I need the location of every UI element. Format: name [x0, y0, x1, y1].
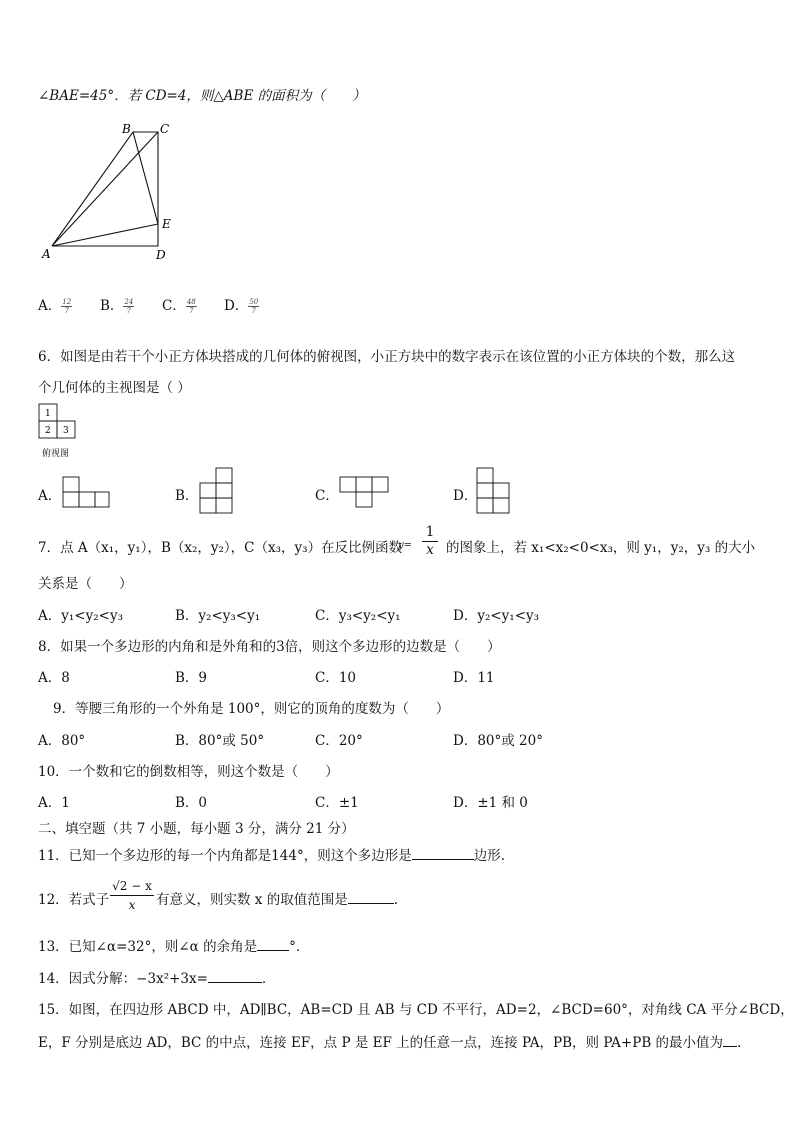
answer-blank[interactable] [723, 1034, 737, 1047]
q5-option-d[interactable]: D． $\frac{50}{7}$ [224, 298, 259, 315]
q5-option-c[interactable]: C． $\frac{48}{7}$ [162, 298, 196, 315]
q9-option-b[interactable]: B．80°或 50° [175, 733, 265, 749]
q12-stem-part1: 12．若式子 [38, 892, 110, 908]
q6-top-view [38, 403, 78, 439]
q13-stem: 13．已知∠α=32°，则∠α 的余角是 °． [38, 939, 310, 955]
q6-option-a-label[interactable]: A． [38, 488, 62, 504]
q10-option-d[interactable]: D．±1 和 0 [453, 795, 528, 811]
label-a: A [42, 247, 51, 261]
q6-option-c-figure[interactable] [339, 476, 391, 510]
q5-option-a[interactable]: A． $\frac{12}{7}$ [38, 298, 72, 315]
q7-stem-line2: 关系是（ ） [38, 576, 133, 592]
fraction: $\frac{24}{7}$ [124, 298, 134, 315]
q11-stem: 11．已知一个多边形的每一个内角都是144°，则这个多边形是 边形. [38, 848, 505, 864]
q12-fraction: √2 − x x [110, 877, 154, 914]
q9-option-c[interactable]: C．20° [315, 733, 363, 749]
grid-number: 3 [63, 426, 69, 436]
q9-option-d[interactable]: D．80°或 20° [453, 733, 543, 749]
q6-option-c-label[interactable]: C． [315, 488, 339, 504]
label-e: E [162, 217, 171, 231]
q8-option-a[interactable]: A．8 [38, 670, 70, 686]
q6-stem-line1: 6．如图是由若干个小正方体块搭成的几何体的俯视图，小正方块中的数字表示在该位置的小正方体块的个数，那么这 [38, 349, 736, 365]
q7-option-a[interactable]: A．y₁<y₂<y₃ [38, 608, 123, 624]
answer-blank[interactable] [348, 891, 394, 904]
fraction: $\frac{50}{7}$ [249, 298, 259, 315]
q7-func-y: y= [398, 540, 413, 551]
q6-option-b-label[interactable]: B． [175, 488, 199, 504]
q8-stem: 8．如果一个多边形的内角和是外角和的3倍，则这个多边形的边数是（ ） [38, 639, 501, 655]
q6-option-a-figure[interactable] [62, 476, 112, 510]
q15-stem-line1: 15．如图，在四边形 ABCD 中，AD∥BC，AB=CD 且 AB 与 CD 不平行，AD=2，∠BCD=60°，对角线 CA 平分∠BCD， [38, 1002, 794, 1018]
fraction: $\frac{48}{7}$ [186, 298, 196, 315]
section-heading: 二、填空题（共 7 小题，每小题 3 分，满分 21 分） [38, 821, 355, 837]
q5-stem: ∠BAE=45°．若 CD=4，则△ABE 的面积为（ ） [38, 88, 366, 104]
q7-stem-part2: 的图象上，若 x₁<x₂<0<x₃，则 y₁，y₂，y₃ 的大小 [446, 540, 756, 556]
q5-option-b[interactable]: B． $\frac{24}{7}$ [100, 298, 134, 315]
answer-blank[interactable] [257, 938, 289, 951]
q8-option-c[interactable]: C．10 [315, 670, 357, 686]
answer-blank[interactable] [412, 847, 474, 860]
q8-option-b[interactable]: B．9 [175, 670, 208, 686]
q14-stem: 14．因式分解：−3x²+3x= ． [38, 971, 276, 987]
q6-stem-line2: 个几何体的主视图是（ ） [38, 380, 191, 396]
q7-func-fraction: 1 x [422, 524, 438, 559]
q6-option-d-figure[interactable] [476, 467, 512, 517]
q7-option-c[interactable]: C．y₃<y₂<y₁ [315, 608, 401, 624]
q9-stem: 9．等腰三角形的一个外角是 100°，则它的顶角的度数为（ ） [53, 701, 450, 717]
q10-option-c[interactable]: C．±1 [315, 795, 359, 811]
q8-option-d[interactable]: D．11 [453, 670, 495, 686]
grid-number: 2 [45, 426, 51, 436]
q6-option-d-label[interactable]: D． [453, 488, 478, 504]
label-b: B [122, 122, 131, 136]
label-d: D [156, 248, 166, 262]
q10-option-a[interactable]: A．1 [38, 795, 70, 811]
q5-figure [40, 118, 190, 268]
q10-option-b[interactable]: B．0 [175, 795, 208, 811]
q15-stem-line2: E，F 分别是底边 AD，BC 的中点，连接 EF，点 P 是 EF 上的任意一点，连接 PA，PB，则 PA+PB 的最小值为 . [38, 1035, 742, 1051]
q10-stem: 10．一个数和它的倒数相等，则这个数是（ ） [38, 764, 339, 780]
label-c: C [160, 122, 170, 136]
q9-option-a[interactable]: A．80° [38, 733, 86, 749]
q6-option-b-figure[interactable] [199, 467, 235, 517]
fraction: $\frac{12}{7}$ [62, 298, 72, 315]
top-view-caption: 俯视图 [42, 449, 70, 459]
answer-blank[interactable] [208, 970, 262, 983]
q12-stem-part2: 有意义，则实数 x 的取值范围是 . [156, 892, 398, 908]
grid-number: 1 [45, 409, 51, 419]
q7-stem-part1: 7．点 A（x₁，y₁），B（x₂，y₂），C（x₃，y₃）在反比例函数 [38, 540, 403, 556]
q7-option-d[interactable]: D．y₂<y₁<y₃ [453, 608, 540, 624]
q7-option-b[interactable]: B．y₂<y₃<y₁ [175, 608, 261, 624]
